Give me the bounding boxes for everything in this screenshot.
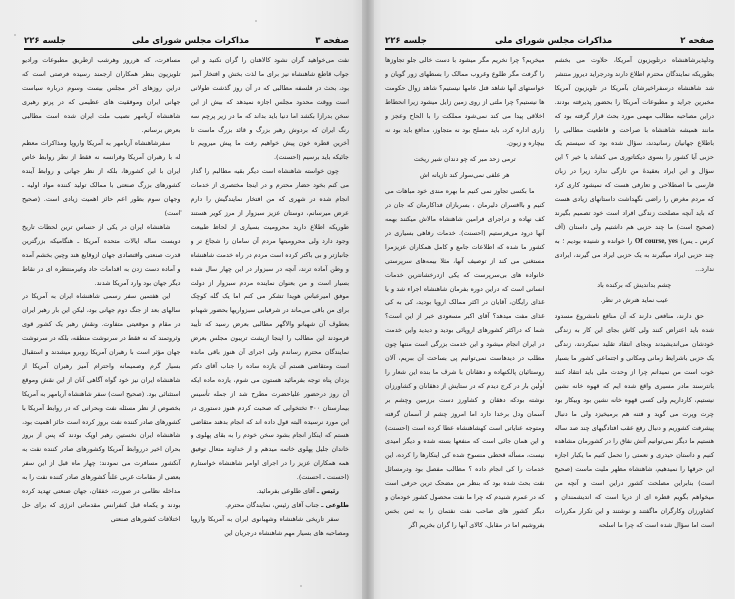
- page-number: صفحه ۳: [315, 36, 349, 46]
- speaker-text: آقای طلوعی بفرمائید.: [256, 487, 315, 496]
- paragraph: نفت می‌خواهید گران نشود کالاهتان را گران نکنید و این جواب قاطع شاهنشاه نیز برای ما لذت بخش و افتخار آمیز بود، بحث در فلسفه مطالبی که در آن روز گذشت طولانی است ووقت محدود مجلس اجازه نمیدهد که بیش از این سخن بدرازا بکشد اما دنیا باید بداند که ما در زیر پرچم سه رنگ ایران که بردوش رهبر بزرگ و قائد بزرگ ماست تا آخرین قطره خون پیش خواهیم رفت ما پیش میرویم تا جائیکه باید برسیم (احسنت).: [190, 56, 349, 162]
- latin-quote: Of course, yes: [634, 236, 678, 245]
- page-header: [24, 30, 349, 50]
- column-right: [555, 54, 715, 581]
- paragraph: شاهنشاه ایران در یکی از حساس ترین لحظات تاریخ دویست ساله ایالات متحده آمریکا ـ هنگامیکه بزرگترین قدرت صنعتی واقتصادی جهان ازوقایع هند وچین بخشم آمده و آماده دست زدن به اقدامات حاد وغیرمنتظره ای در نقاط دیگر جهان بود وارد آمریکا شدند.: [22, 222, 181, 287]
- page-2: [367, 0, 734, 599]
- verse-line: چشم بداندیش که برکنده باد: [597, 280, 672, 289]
- verse-line: ترمی زحد مبر که چو دندان شیر ریخت: [413, 155, 516, 164]
- session-number: جلسه ۲۲۶: [24, 36, 66, 46]
- running-title: مذاکرات مجلس شورای ملی: [495, 36, 613, 46]
- scan-speck: [255, 20, 257, 22]
- text-columns: [22, 54, 349, 581]
- paragraph: سفرشاهنشاه آریامهر به آمریکا واروپا ومذاکرات معظم له با رهبران آمریکا وفرانسه نه فقط از نظر روابط خاص ایران با این کشورها، بلکه از نظر جهانی و روابط آینده کشورهای بزرگ صنعتی با ممالک تولید کننده مواد اولیه ـ وجهان سوم بطور اعم حائز اهمیت زیادی است. (صحیح است): [22, 139, 181, 217]
- speaker-name: طلوعی ـ: [321, 501, 349, 509]
- session-number: جلسه ۲۲۶: [385, 36, 427, 46]
- verse-line: عیب نماید هنرش در نظر.: [600, 296, 669, 305]
- page-3: [0, 0, 367, 599]
- paragraph: ما بکسی تجاوز نمی کنیم ما بهره مندی خود مباهات می کنیم و باافسران دلیرمان ، بسربازان فداکارمان که جان در کف نهاده و دراجرای فرامین شاهنشاه مالاش میکنند بهمه آنها درود می‌فرستیم (احسنت). خدمات رفاهی بسیاری در کشور ما شده که اطلاعات جامع و کامل همکاران عزیزمرا مستغنی می کند از توصیف آنها، مثلا بیمه‌های سرپرستی خانواده های بی‌سرپرست که یکی ازدرخشانترین خدمات انسانی است که دراین دوره بفرمان شاهنشاه اجراء شد و یا غذای رایگان، آقایان در اکثر ممالک اروپا بودید، کی به کی غذای مفت میدهد؟ آقای اکبر مسعودی خبر از این است؟ شما که دراکثر کشورهای اروپائی بودید و دیدید واین خدمت در ایران انجام میشود و این خدمت بزرگی است منتها چون مطلب در دیدهاست نمی‌توانیم پی بساحت آن ببریم، آلان روستائیان پالکنهاده و دهقانان با شرف ما بنده این شعار را اولین بار در کرج دیدم که در ستایش از دهقانان و کشاورزان نوشته بودکه دهقان و کشاورز دست برزمین وچشم بر آسمان ودل برخدا دارد اما امروز چشم از آسمان گرفته ومتوجه عنایاتی است کهشاهنشاه عطا کرده است (احسنت) و این همان جائی است که منفعها بسته شده و دیگر امیدی نیست، مسأله قحطی منسوخ شده کی اینکارها را کرده، این خدمات را کی انجام داده ؟ مطالب مفصل بود ودرمسائل نفت بحث شده بود که بنظر من مضحک ترین حرفی است که در عمرم شنیدم که چرا ما نفت محصول کشور خودمان و دیگر کشور های صاحب نفت نفتمان را به ثمن بخس بفروشیم اما در مقابل، کالای آنها را گران بخریم اگر: [385, 187, 545, 529]
- verse-line: هر علفی نمی‌سوار کند تازیانه اش: [419, 171, 510, 180]
- speaker-line: [191, 485, 350, 499]
- paragraph: میخریم؟ چرا نخریم مگر میشود با دست خالی جلو تجاوزها را گرفت مگر طلوع وغروب ممالک را بسطهای زور گویان و خواستهای آنها شاهد قتل عامها نیستیم؟ شاهد زوال حکومت ها نیستیم؟ چرا ملتی از روی زمین زایل میشود زیرا انحطاط اخلاقی پیدا می کند نمی‌شود مملکت را با الحاح وعجز و زاری اداره کرد، باید مسلح بود نه متجاوز، مدافع باید بود نه بیچاره و زبون.: [385, 56, 545, 148]
- paragraph: این هفتمین سفر رسمی شاهنشاه ایران به آمریکا در سالهای بعد از جنگ دوم جهانی بود، لیکن این بار رهبر ایران در مقام و موقعیتی متفاوت. ونقش رهبر یک کشور قوی وثروتمند که نه فقط در سرنوشت منطقه، بلکه در سرنوشت جهان مؤثر است با رهبران آمریکا روبرو میشدند و استقبال بسیار گرم وصمیمانه واحترام آمیز رهبران آمریکا از شاهنشاه ایران نیز خود گواه آگاهی آنان از این نقش وموقع استثنائی بود. (صحیح است) سفر شاهنشاه آریامهر به آمریکا بخصوص از نظر مسئله نفت وبحرانی که در روابط آمریکا با کشورهای صادر کننده نفت بروز کرده است حائز اهمیت بود، شاهنشاه ایران نخستین رهبر اوپک بودند که پس از بروز بحران اخیر درروابط آمریکا وکشورهای صادر کننده نفت به آنکشور مسافرت می نمودند: چهار ماه قبل از این سفر بعضی از مقامات غربی علناً کشورهای صادر کننده نفت را به مداخله نظامی در صورت، خفقان، جهان صنعتی تهدید کرده بودند و یکماه قبل کنفرانس مقدماتی انرژی که برای حل اختلافات کشورهای صنعتی: [22, 292, 181, 523]
- speaker-name: رئیس ـ: [316, 487, 339, 496]
- scan-speck: [180, 210, 182, 212]
- page-number: صفحه ۲: [680, 36, 714, 46]
- text-columns: [385, 54, 714, 581]
- paragraph: مسافرت، که هرروز وهرشب ازطریق مطبوعات ورادیو تلویزیون بنظر همکاران ارجمند رسیده فرصتی است که دراین روزهای آخر مجلس بیست وسوم درباره سیاست جهانی ایران وموفقیت های عظیمی که در پرتو رهبری شاهنشاه آریامهر نصیب ملت ایران شده است مطالبی بعرض برسانم.: [22, 56, 181, 134]
- scan-speck: [540, 380, 542, 382]
- column-left: [22, 54, 181, 581]
- running-title: مذاکرات مجلس شورای ملی: [132, 36, 250, 46]
- paragraph: سفر تاریخی شاهنشاه وشهبانوی ایران به آمریکا واروپا ومصاحبه های بسیار مهم شاهنشاه درجریان این: [190, 514, 349, 537]
- paragraph: چون خواسته شاهنشاه است دیگر بقیه مطالبم را گذار می کنم بخود حضار محترم و در اینجا مختصری از خدمات انجام شده در شهری که من افتخار نمایندگیش را دارم عرض میرسانم، دوستان عزیز سبزوار از مرز کویر هستند طوریکه اطلاع دارید محرومیت بسیاری از لحاظ طبیعت وجود دارد ولی محرومیتها مردم آن سامان را شجاع تر و جانبازتر و بی باکتر کرده است مردم در راه خدمت شاهنشاه و وطن آماده ترند، آنچه در سبزوار در این چهار سال شده بسیار است و من بعنوان نماینده مردم سبزوار از دولت موفق امیرعباس هویدا تشکر می کنم اما یک گله کوچک برای من باقی می‌ماند در شرفیابی سبزواریها بحضور شهبانو بعطوف آن شهبانو والاگهر مطالبی بعرض رسید که تأیید فرمودند این مطالب را اینجا ازپشت تریبون مجلس بعرض نمایندگان محترم رساندم ولی اجرای آن هنوز باقی مانده است ومتقاضی هستم آن یازده ساده را جناب آقای دکتر یزدان پناه توجه بفرمائید هستون می شوم، یازده ماده ایکه آن روز درحضور علیاحضرت مطرح شد از جمله تأسیس بیمارستان ۳۰۰ تختخوابی که صحبت کردم هنوز دستوری در این مورد نرسیده البته قول داده اند که انجام بدهند متقاضی هستم که اینکار انجام بشود سخن خودم را به بقای پهلوی و خاندان جلیل پهلوی خاتمه میدهم و از خداوند متعال توفیق همه همکاران عزیز را در اجرای اوامر شاهنشاه خواستارم (احسنت ـ احسنت).: [190, 167, 349, 482]
- column-right: [191, 54, 350, 581]
- speaker-line: [191, 499, 350, 513]
- scan-speck: [300, 585, 302, 587]
- paragraph: [555, 54, 715, 277]
- page-header: [385, 30, 714, 50]
- paragraph: حق دارند، منافعی دارند که آن منافع نامشروع مسدود شده باید اعتراض کنند ولی کاش بجای این کار به زندگی خودشان می‌اندیشیدند وبجای انتقاد تقلید نمیکردند، زندگی یک حزبی باشرایط زمانی ومکانی و اجتماعی کشور ما بسیار خوب است من نمیدانم چرا از وحدت ملی باید انتقاد کنند بانترسند مادر مسیری واقع شده ایم که قهوه خانه نشین نیستیم، کارداریم ولی کسی قهوه خانه نشین بود وبیکار بود چرت وپرت می گوید و فتنه هم برمیخیزد ولی ما دنبال پیشرفت کشوریم و دنبال رفع عقب افتادگیهای چند صد ساله هستیم ما دیگر نمی‌توانیم آتش نفاق را در کشورمان مشاهده کنیم و داستان حیدری و نعمتی را تحمل کنیم ما یکبار اجازه این حرفها را نمیدهیم، شاهنشاه مظهر ملیت ماست (صحیح است) بنابراین مصلحت کشور دراین است و آنچه من میخواهم بگویم قطره ای از دریا است که اندیشمندان و کشاورزان وکارگران ماگفتند و نوشتند و این تکرار مکررات است اما سؤال شده است که چرا ما اسلحه: [554, 312, 714, 529]
- paragraph-text: ودلپذیرشاهنشاه درتلویزیون آمریکا، حلاوت می بخشم بطوریکه نمایندگان محترم اطلاع دارند ودرجراید دیروز منتشر شد شاهنشاه درسفراخیرشان بآمریکا در تلویزیون آمریکا مخبرین جراید و مطبوعات آمریکا را بحضور پذیرفته بودند. دراین مصاحبه مطالب مهمی مورد بحث قرار گرفته بود که مانند همیشه شاهنشاه با صراحت و قاطعیت مطالبی را باطلاع جهانیان رسانیدند، سؤال شده بود که سیستم یک حزبی آیا کشور را بسوی دیکتاتوری می کشاند یا خیر ؟ این سؤال و این ایراد بعقیدهٔ من تازگی ندارد زیرا در زبان فارسی ما اصطلاحی و تعارفی هست که نمیشود کاری کرد که مردم مغرض را راضی نگهداشت داستانهای زیادی هست که باید آنچه مصلحت زندگی افراد است خود تصمیم بگیرند (صحیح است) ما چند حزبی هم داشتیم ولی داستان (آف کرس ـ یس): [554, 56, 714, 245]
- column-left: [385, 54, 545, 581]
- speaker-text: جناب آقای رئیس، نمایندگان محترم.: [225, 501, 320, 509]
- scan-speck: [14, 34, 16, 36]
- paragraph-text: را خوانده و شنیده بودیم ؛ به چند حزبی ایراد میگیرند به یک حزبی ایراد می گیرند، ایرادی ندارد...: [554, 236, 714, 273]
